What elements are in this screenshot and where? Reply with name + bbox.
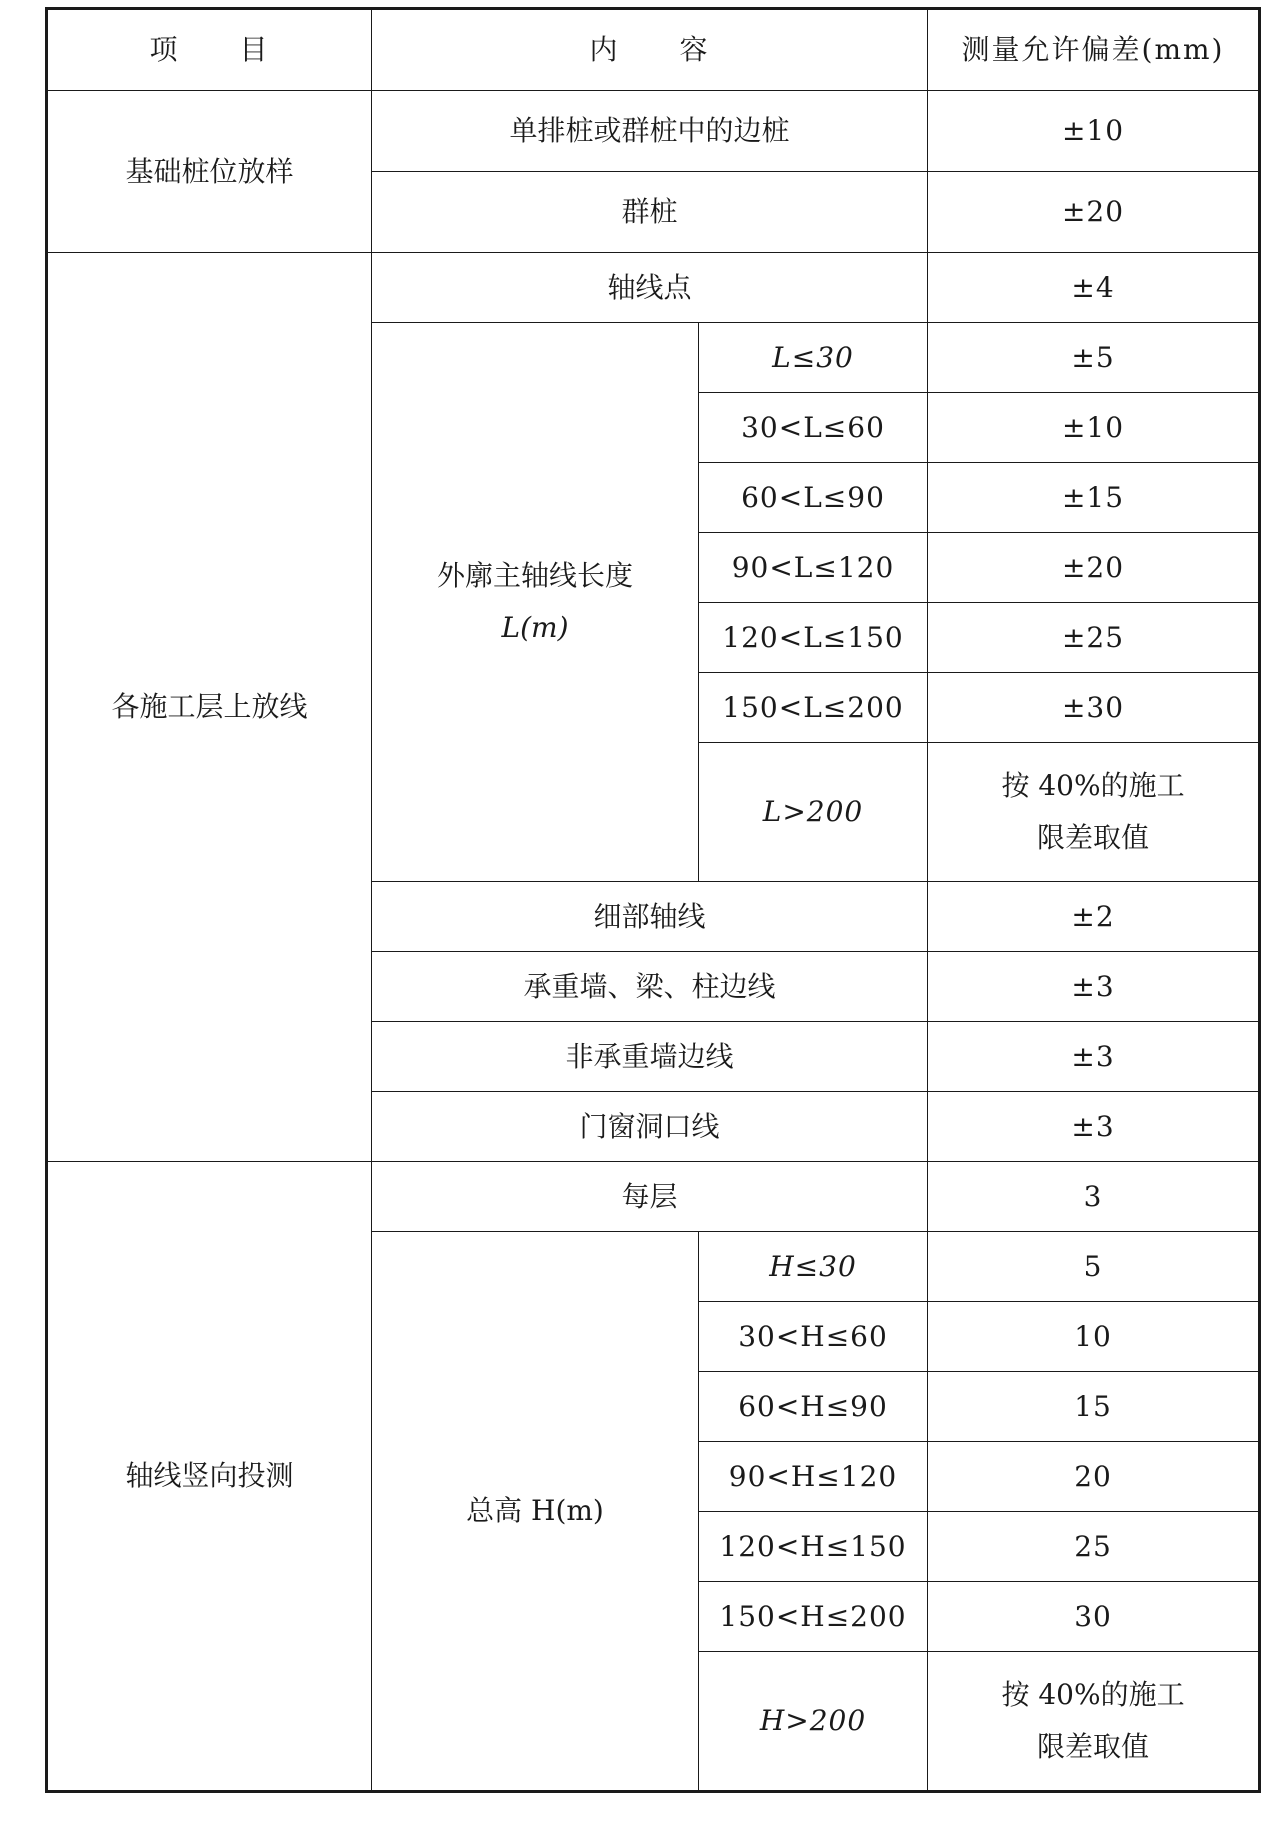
range-cell: H>200 bbox=[699, 1652, 928, 1792]
tolerance-table bbox=[45, 7, 1261, 1793]
header-content: 内 容 bbox=[372, 9, 928, 91]
tolerance-cell: ±4 bbox=[928, 253, 1260, 323]
tolerance-line: 限差取值 bbox=[1037, 1730, 1150, 1763]
tolerance-cell: ±2 bbox=[928, 882, 1260, 952]
outline-length-cell bbox=[372, 323, 699, 882]
table-row bbox=[47, 253, 1260, 323]
tolerance-cell: ±10 bbox=[928, 393, 1260, 463]
item-cell-vertical-projection: 轴线竖向投测 bbox=[47, 1162, 372, 1792]
tolerance-cell: ±30 bbox=[928, 673, 1260, 743]
tolerance-line: 按 40%的施工 bbox=[1001, 769, 1185, 802]
content-cell: 单排桩或群桩中的边桩 bbox=[372, 91, 928, 172]
tolerance-line: 按 40%的施工 bbox=[1001, 1678, 1185, 1711]
tolerance-cell: ±3 bbox=[928, 952, 1260, 1022]
content-cell: 承重墙、梁、柱边线 bbox=[372, 952, 928, 1022]
range-cell: 60<L≤90 bbox=[699, 463, 928, 533]
tolerance-cell: ±20 bbox=[928, 172, 1260, 253]
range-cell: 60<H≤90 bbox=[699, 1372, 928, 1442]
tolerance-cell: ±3 bbox=[928, 1022, 1260, 1092]
content-cell: 群桩 bbox=[372, 172, 928, 253]
tolerance-cell: 30 bbox=[928, 1582, 1260, 1652]
tolerance-cell: 10 bbox=[928, 1302, 1260, 1372]
range-cell: 150<H≤200 bbox=[699, 1582, 928, 1652]
range-cell: 90<H≤120 bbox=[699, 1442, 928, 1512]
tolerance-cell: 15 bbox=[928, 1372, 1260, 1442]
item-cell-pile-layout: 基础桩位放样 bbox=[47, 91, 372, 253]
tolerance-cell: 3 bbox=[928, 1162, 1260, 1232]
table-row bbox=[47, 1162, 1260, 1232]
content-cell: 轴线点 bbox=[372, 253, 928, 323]
range-cell: 90<L≤120 bbox=[699, 533, 928, 603]
tolerance-cell bbox=[928, 743, 1260, 882]
header-tolerance: 测量允许偏差(mm) bbox=[928, 9, 1260, 91]
tolerance-cell: ±15 bbox=[928, 463, 1260, 533]
tolerance-cell: ±3 bbox=[928, 1092, 1260, 1162]
item-cell-layer-layout: 各施工层上放线 bbox=[47, 253, 372, 1162]
range-cell: 120<H≤150 bbox=[699, 1512, 928, 1582]
content-cell: 每层 bbox=[372, 1162, 928, 1232]
content-cell: 细部轴线 bbox=[372, 882, 928, 952]
tolerance-cell: ±5 bbox=[928, 323, 1260, 393]
range-cell: L>200 bbox=[699, 743, 928, 882]
range-cell: 30<H≤60 bbox=[699, 1302, 928, 1372]
range-cell: H≤30 bbox=[699, 1232, 928, 1302]
content-cell: 非承重墙边线 bbox=[372, 1022, 928, 1092]
tolerance-line: 限差取值 bbox=[1037, 821, 1150, 854]
outline-length-unit: L(m) bbox=[501, 611, 569, 644]
tolerance-cell: 5 bbox=[928, 1232, 1260, 1302]
range-cell: 150<L≤200 bbox=[699, 673, 928, 743]
tolerance-cell: ±20 bbox=[928, 533, 1260, 603]
header-row bbox=[47, 9, 1260, 91]
tolerance-cell: ±25 bbox=[928, 603, 1260, 673]
content-cell: 门窗洞口线 bbox=[372, 1092, 928, 1162]
range-cell: L≤30 bbox=[699, 323, 928, 393]
tolerance-cell: 25 bbox=[928, 1512, 1260, 1582]
header-item: 项 目 bbox=[47, 9, 372, 91]
range-cell: 30<L≤60 bbox=[699, 393, 928, 463]
total-height-cell: 总高 H(m) bbox=[372, 1232, 699, 1792]
range-cell: 120<L≤150 bbox=[699, 603, 928, 673]
tolerance-cell: ±10 bbox=[928, 91, 1260, 172]
tolerance-cell bbox=[928, 1652, 1260, 1792]
tolerance-cell: 20 bbox=[928, 1442, 1260, 1512]
outline-length-label: 外廓主轴线长度 bbox=[436, 559, 633, 592]
table-row bbox=[47, 91, 1260, 172]
